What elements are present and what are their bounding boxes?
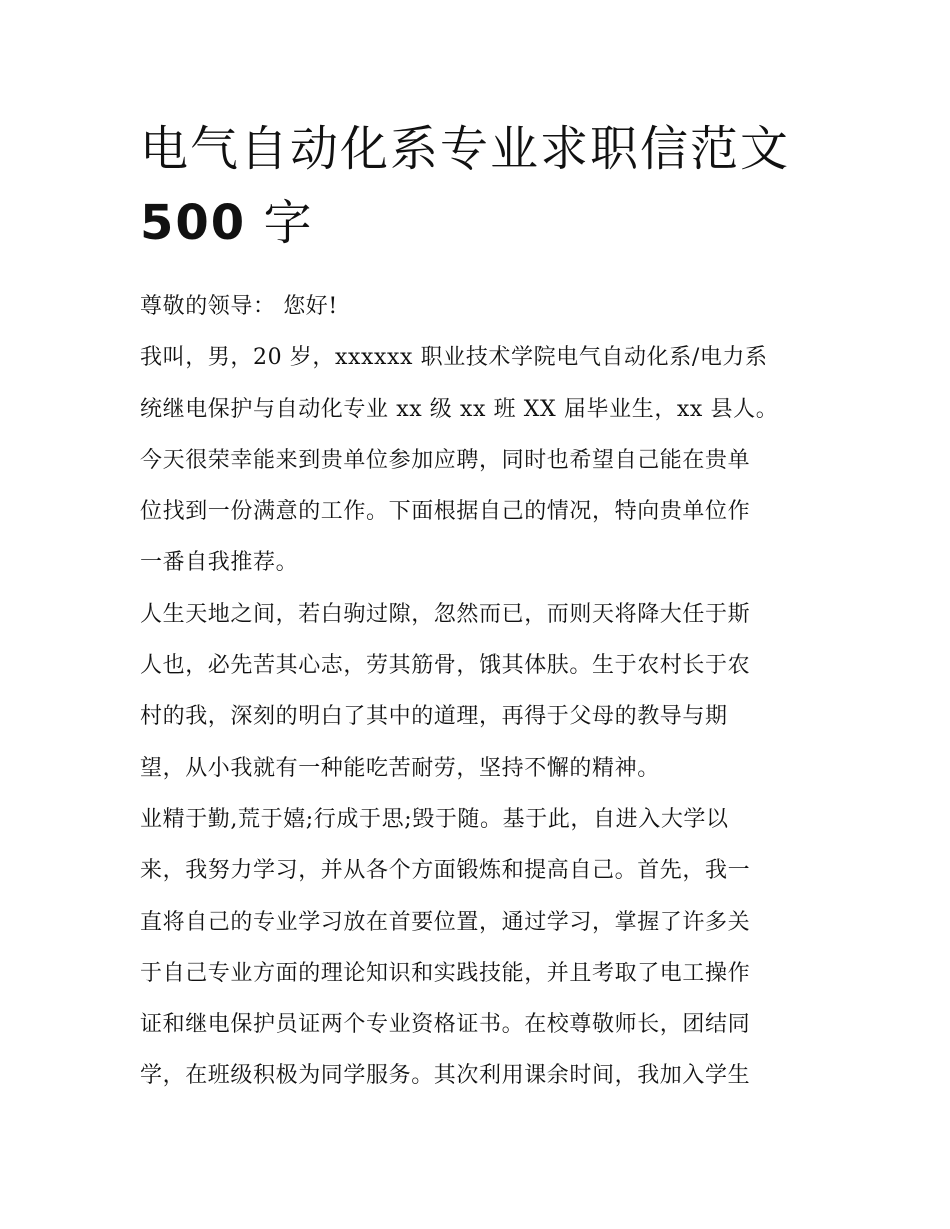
body-line: 来，我努力学习，并从各个方面锻炼和提高自己。首先，我一: [140, 858, 751, 884]
body-line: 我叫，男，20 岁，xxxxxx 职业技术学院电气自动化系/电力系: [140, 345, 768, 371]
title-number: 500: [140, 195, 247, 251]
body-line: 业精于勤,荒于嬉;行成于思;毁于随。基于此，自进入大学以: [140, 806, 729, 832]
body-line: 证和继电保护员证两个专业资格证书。在校尊敬师长，团结同: [140, 1012, 751, 1038]
body-line: 尊敬的领导： 您好!: [140, 294, 338, 319]
body-line: 一番自我推荐。: [140, 550, 299, 576]
body-line: 于自己专业方面的理论知识和实践技能，并且考取了电工操作: [140, 960, 751, 986]
document-body: [140, 281, 820, 1102]
document-title: [140, 112, 820, 260]
body-line: 望，从小我就有一种能吃苦耐劳，坚持不懈的精神。: [140, 755, 660, 781]
body-line: 位找到一份满意的工作。下面根据自己的情况，特向贵单位作: [140, 499, 751, 525]
title-suffix: 字: [246, 195, 314, 251]
body-line: 今天很荣幸能来到贵单位参加应聘，同时也希望自己能在贵单: [140, 447, 751, 473]
title-line-1: 电气自动化系专业求职信范文: [140, 121, 791, 177]
body-line: 直将自己的专业学习放在首要位置，通过学习，掌握了许多关: [140, 909, 751, 935]
body-line: 人生天地之间，若白驹过隙，忽然而已，而则天将降大任于斯: [140, 601, 751, 627]
body-line: 人也，必先苦其心志，劳其筋骨，饿其体肤。生于农村长于农: [140, 653, 751, 679]
body-line: 村的我，深刻的明白了其中的道理，再得于父母的教导与期: [140, 704, 728, 730]
body-line: 统继电保护与自动化专业 xx 级 xx 班 XX 届毕业生，xx 县人。: [140, 396, 779, 422]
body-line: 学，在班级积极为同学服务。其次利用课余时间，我加入学生: [140, 1063, 751, 1089]
